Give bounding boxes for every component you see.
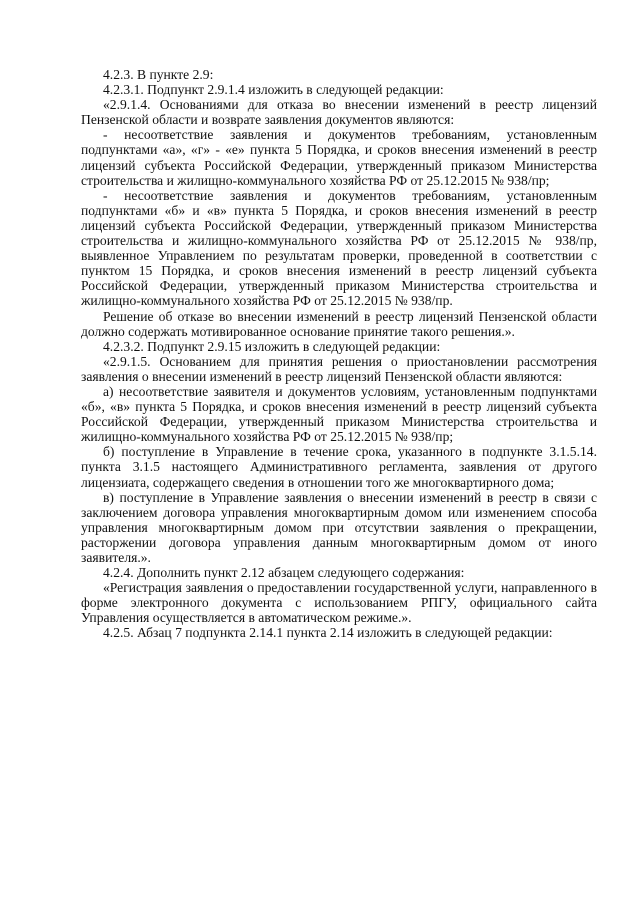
- paragraph-4-2-4: 4.2.4. Дополнить пункт 2.12 абзацем следующего содержания:: [103, 565, 465, 581]
- paragraph-4-2-3-1: 4.2.3.1. Подпункт 2.9.1.4 изложить в следующей редакции:: [103, 82, 444, 98]
- paragraph-4-2-3: 4.2.3. В пункте 2.9:: [103, 67, 214, 82]
- paragraph-reason-2: - несоответствие заявления и документов требованиям, установленным подпунктами «б» и «в» пункта 5 Порядка, и сроков внесения изменений в реестр лицензий субъекта Российской Федерации, утвержденный приказом Министерства строительства и жилищно-коммунального хозяйства РФ от 25.12.2015 № 938/пр, выявленное Управлением по результатам проверки, проведенной в соответствии с пунктом 15 Порядка, и сроков внесения изменений в реестр лицензий субъекта Российской Федерации, утвержденный приказом Министерства строительства и жилищно-коммунального хозяйства РФ от 25.12.2015 № 938/пр.: [81, 187, 597, 309]
- paragraph-2-9-1-4: «2.9.1.4. Основаниями для отказа во внесении изменений в реестр лицензий Пензенской области и возврате заявления документов являются:: [81, 97, 597, 128]
- paragraph-2-9-1-5: «2.9.1.5. Основанием для принятия решения о приостановлении рассмотрения заявления о внесении изменений в реестр лицензий Пензенской области являются:: [81, 353, 597, 384]
- paragraph-refusal-decision: Решение об отказе во внесении изменений в реестр лицензий Пензенской области должно содержать мотивированное основание принятие такого решения.».: [81, 308, 597, 339]
- paragraph-4-2-5: 4.2.5. Абзац 7 подпункта 2.14.1 пункта 2.14 изложить в следующей редакции:: [103, 625, 553, 641]
- paragraph-item-v: в) поступление в Управление заявления о внесении изменений в реестр в связи с заключением договора управления многоквартирным домом или изменением способа управления многоквартирным домом при отсутствии заявления о прекращении, расторжении договора управления данным многоквартирным домом от иного заявителя.».: [81, 489, 597, 565]
- paragraph-item-a: а) несоответствие заявителя и документов условиям, установленным подпунктами «б», «в» пункта 5 Порядка, и сроков внесения изменений в реестр лицензий субъекта Российской Федерации, утвержденный приказом Министерства строительства и жилищно-коммунального хозяйства РФ от 25.12.2015 № 938/пр;: [81, 383, 597, 445]
- paragraph-4-2-3-2: 4.2.3.2. Подпункт 2.9.15 изложить в следующей редакции:: [103, 338, 441, 354]
- paragraph-item-b: б) поступление в Управление в течение срока, указанного в подпункте 3.1.5.14. пункта 3.1.5 настоящего Административного регламента, заявления от другого лицензиата, содержащего сведения в отношении того же многоквартирного дома;: [81, 444, 597, 490]
- paragraph-reason-1: - несоответствие заявления и документов требованиям, установленным подпунктами «а», «г» - «е» пункта 5 Порядка, и сроков внесения изменений в реестр лицензий субъекта Российской Федерации, утвержденный приказом Министерства строительства и жилищно-коммунального хозяйства РФ от 25.12.2015 № 938/пр;: [81, 127, 597, 188]
- document-body: [81, 67, 597, 641]
- paragraph-registration: «Регистрация заявления о предоставлении государственной услуги, направленного в форме электронного документа с использованием РПГУ, официального сайта Управления осуществляется в автоматическом режиме.».: [81, 580, 597, 626]
